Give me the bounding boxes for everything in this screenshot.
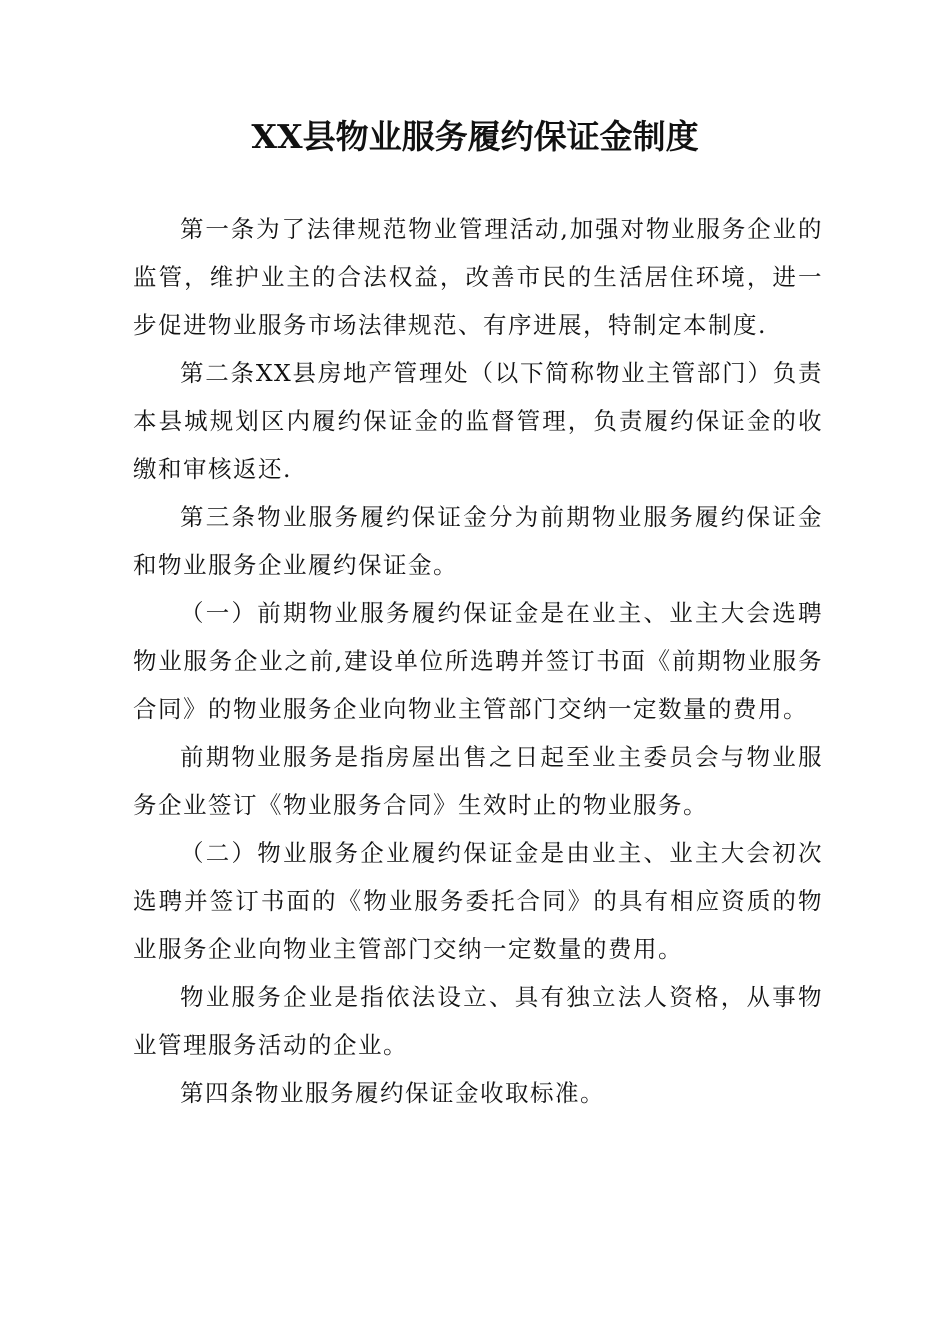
definition-preliminary-service-paragraph: 前期物业服务是指房屋出售之日起至业主委员会与物业服务企业签订《物业服务合同》生效时止的物业服务。 [133,743,823,819]
document-title: XX县物业服务履约保证金制度 [251,117,699,156]
article-1-paragraph: 第一条为了法律规范物业管理活动,加强对物业服务企业的监管，维护业主的合法权益，改善市民的生活居住环境，进一步促进物业服务市场法律规范、有序进展，特制定本制度. [133,215,823,339]
article-3-paragraph: 第三条物业服务履约保证金分为前期物业服务履约保证金和物业服务企业履约保证金。 [133,503,823,579]
article-3-item-2-paragraph: （二）物业服务企业履约保证金是由业主、业主大会初次选聘并签订书面的《物业服务委托合同》的具有相应资质的物业服务企业向物业主管部门交纳一定数量的费用。 [133,839,823,963]
article-3-item-1-paragraph: （一）前期物业服务履约保证金是在业主、业主大会选聘物业服务企业之前,建设单位所选聘并签订书面《前期物业服务合同》的物业服务企业向物业主管部门交纳一定数量的费用。 [133,599,823,723]
article-2-paragraph: 第二条XX县房地产管理处（以下简称物业主管部门）负责本县城规划区内履约保证金的监督管理，负责履约保证金的收缴和审核返还. [133,359,823,483]
definition-service-enterprise-paragraph: 物业服务企业是指依法设立、具有独立法人资格，从事物业管理服务活动的企业。 [133,983,823,1059]
document-body [133,205,823,1117]
article-4-paragraph: 第四条物业服务履约保证金收取标准。 [180,1079,605,1107]
